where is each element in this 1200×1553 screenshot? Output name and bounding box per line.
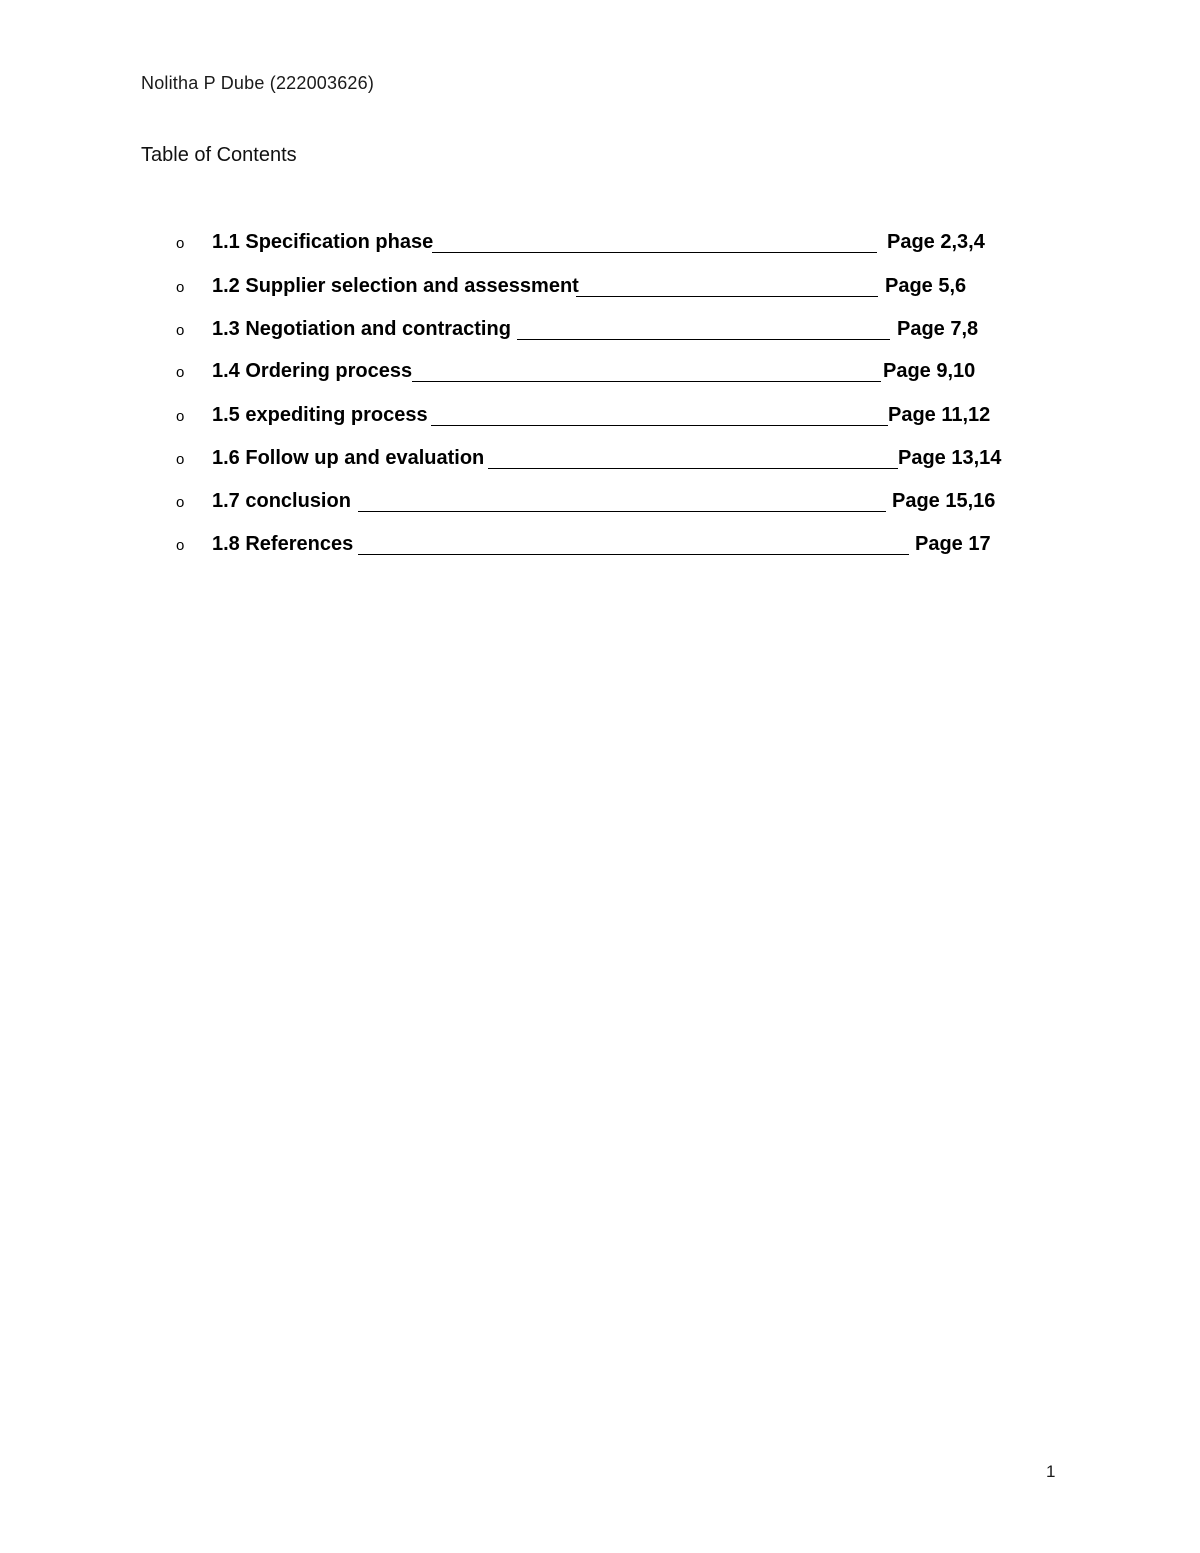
toc-list (0, 0, 1200, 600)
bullet-icon: o (176, 279, 185, 296)
leader-line (517, 339, 890, 340)
bullet-icon: o (176, 494, 185, 511)
bullet-icon: o (176, 322, 185, 339)
bullet-icon: o (176, 364, 185, 381)
toc-item-page-ref: Page 17 (915, 533, 991, 555)
toc-item-page-ref: Page 9,10 (883, 360, 976, 382)
toc-item-label: 1.3 Negotiation and contracting (212, 318, 511, 340)
leader-line (432, 252, 877, 253)
leader-line (358, 511, 886, 512)
toc-item-label: 1.2 Supplier selection and assessment (212, 275, 579, 297)
toc-item-label: 1.8 References (212, 533, 354, 555)
page-number: 1 (1046, 1462, 1056, 1481)
bullet-icon: o (176, 408, 185, 425)
toc-item-label: 1.5 expediting process (212, 404, 428, 426)
bullet-icon: o (176, 235, 185, 252)
leader-line (576, 296, 878, 297)
leader-line (412, 381, 881, 382)
toc-item-label: 1.6 Follow up and evaluation (212, 447, 485, 469)
toc-item-page-ref: Page 5,6 (885, 275, 967, 297)
toc-title: Table of Contents (141, 144, 297, 166)
leader-line (358, 554, 909, 555)
toc-item-label: 1.4 Ordering process (212, 360, 413, 382)
leader-line (488, 468, 898, 469)
leader-line (431, 425, 888, 426)
bullet-icon: o (176, 451, 185, 468)
toc-item-page-ref: Page 15,16 (892, 490, 996, 512)
toc-item-page-ref: Page 13,14 (898, 447, 1002, 469)
toc-item-page-ref: Page 2,3,4 (887, 231, 985, 253)
toc-item-page-ref: Page 7,8 (897, 318, 979, 340)
toc-item-label: 1.1 Specification phase (212, 231, 434, 253)
toc-item-label: 1.7 conclusion (212, 490, 351, 512)
bullet-icon: o (176, 537, 185, 554)
toc-item-page-ref: Page 11,12 (888, 404, 991, 426)
document-header-author: Nolitha P Dube (222003626) (141, 73, 375, 93)
